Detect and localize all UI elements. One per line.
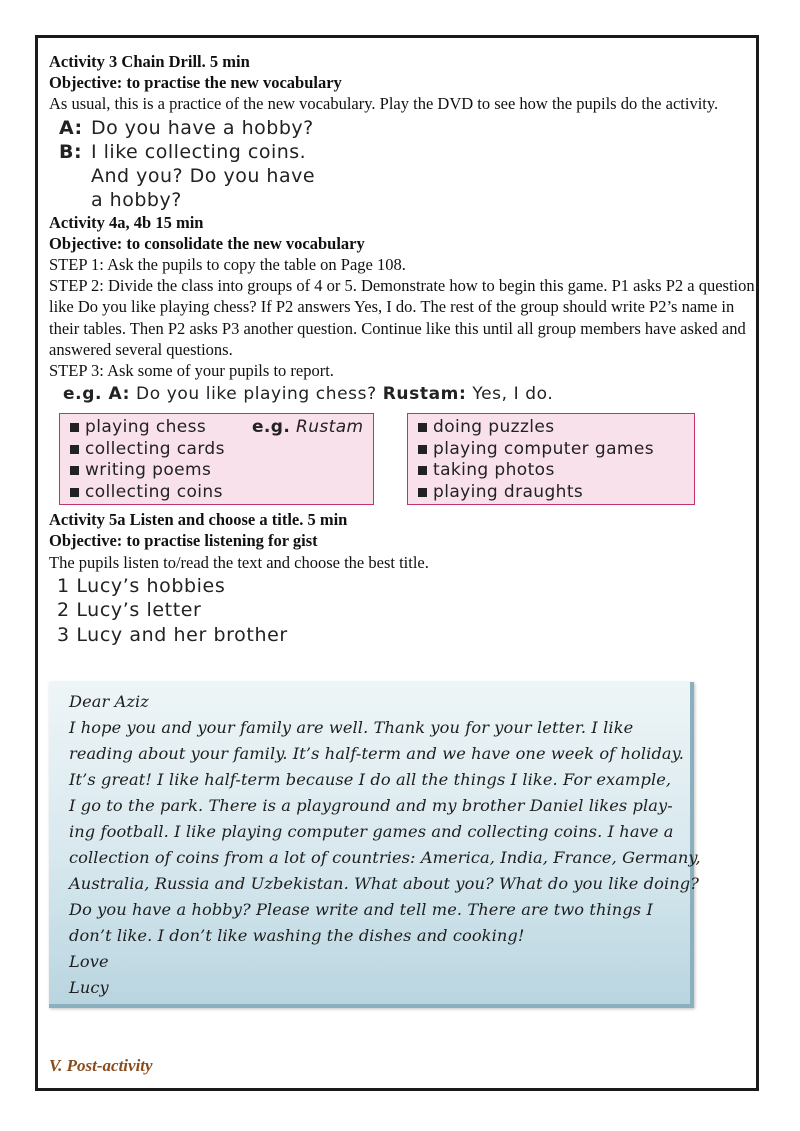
hobby-tables (49, 413, 755, 509)
activity4-step3: STEP 3: Ask some of your pupils to report. (49, 361, 334, 381)
hobby-table-left (59, 413, 374, 505)
title-option: 3 Lucy and her brother (57, 623, 288, 646)
table-left-item: collecting coins (70, 482, 373, 504)
activity4-example (63, 383, 755, 405)
bullet-square-icon (70, 423, 79, 432)
letter-line: Australia, Russia and Uzbekistan. What about you? What do you like doing? (69, 874, 700, 893)
example-question: Do you like playing chess? (136, 384, 377, 405)
letter-line: I hope you and your family are well. Thank you for your letter. I like (69, 718, 634, 737)
dialogue-line-b1: I like collecting coins. (91, 140, 307, 163)
activity5-heading: Activity 5a Listen and choose a title. 5 min (49, 510, 348, 530)
lesson-content (49, 51, 755, 647)
table-right-item: doing puzzles (418, 417, 694, 439)
letter-line: ing football. I like playing computer games and collecting coins. I have a (69, 822, 674, 841)
title-options (57, 574, 755, 648)
letter-line: I go to the park. There is a playground and my brother Daniel likes play- (69, 796, 673, 815)
bullet-square-icon (418, 445, 427, 454)
bullet-square-icon (418, 466, 427, 475)
bullet-square-icon (70, 488, 79, 497)
title-option: 2 Lucy’s letter (57, 599, 202, 622)
activity4-step2: STEP 2: Divide the class into groups of 4 or 5. Demonstrate how to begin this game. P1 asks P2 a question like Do you like playing chess? If P2 answers Yes, I do. The rest of the group should write P2’s name in their tables. Then P2 asks P3 another question. Continue like this until all group members have asked and answered several questions. (49, 276, 755, 359)
table-left-item: playing chess (70, 417, 373, 439)
letter-line: Lucy (69, 978, 109, 997)
dialogue-line-b2: And you? Do you have (91, 164, 316, 187)
letter-line: It’s great! I like half-term because I do all the things I like. For example, (69, 770, 672, 789)
hobby-table-right (407, 413, 695, 505)
lucy-letter (49, 682, 701, 1008)
bullet-square-icon (70, 466, 79, 475)
dialogue-line-a: Do you have a hobby? (91, 116, 314, 139)
letter-line: reading about your family. It’s half-term and we have one week of holiday. (69, 744, 684, 763)
title-option: 1 Lucy’s hobbies (57, 574, 226, 597)
example-answer: Yes, I do. (472, 384, 554, 405)
activity3-text: As usual, this is a practice of the new vocabulary. Play the DVD to see how the pupils do the activity. (49, 94, 719, 114)
letter-line: Love (69, 952, 109, 971)
table-example-entry: e.g. Rustam (252, 417, 364, 438)
bullet-square-icon (418, 488, 427, 497)
activity3-objective: Objective: to practise the new vocabulary (49, 73, 342, 93)
example-speaker: Rustam: (382, 384, 467, 405)
letter-line: don’t like. I don’t like washing the dishes and cooking! (69, 926, 525, 945)
example-prefix: e.g. A: (63, 384, 131, 405)
speaker-a: A: (59, 116, 83, 139)
bullet-square-icon (70, 445, 79, 454)
letter-line: collection of coins from a lot of countries: America, India, France, Germany, (69, 848, 701, 867)
activity4-heading: Activity 4a, 4b 15 min (49, 212, 204, 232)
table-left-item: collecting cards (70, 439, 373, 461)
activity5-objective: Objective: to practise listening for gist (49, 531, 318, 551)
table-right-item: playing computer games (418, 439, 694, 461)
letter-line: Dear Aziz (69, 692, 149, 711)
activity3-heading: Activity 3 Chain Drill. 5 min (49, 52, 250, 71)
table-right-item: taking photos (418, 460, 694, 482)
activity3-dialogue (59, 116, 755, 212)
activity5-text: The pupils listen to/read the text and choose the best title. (49, 552, 429, 572)
bullet-square-icon (418, 423, 427, 432)
post-activity-heading: V. Post-activity (49, 1056, 153, 1075)
dialogue-line-b3: a hobby? (91, 188, 182, 211)
speaker-b: B: (59, 140, 83, 163)
activity4-objective: Objective: to consolidate the new vocabulary (49, 233, 365, 253)
activity4-step1: STEP 1: Ask the pupils to copy the table on Page 108. (49, 255, 406, 275)
table-left-item: writing poems (70, 460, 373, 482)
letter-line: Do you have a hobby? Please write and tell me. There are two things I (69, 900, 653, 919)
table-right-item: playing draughts (418, 482, 694, 504)
